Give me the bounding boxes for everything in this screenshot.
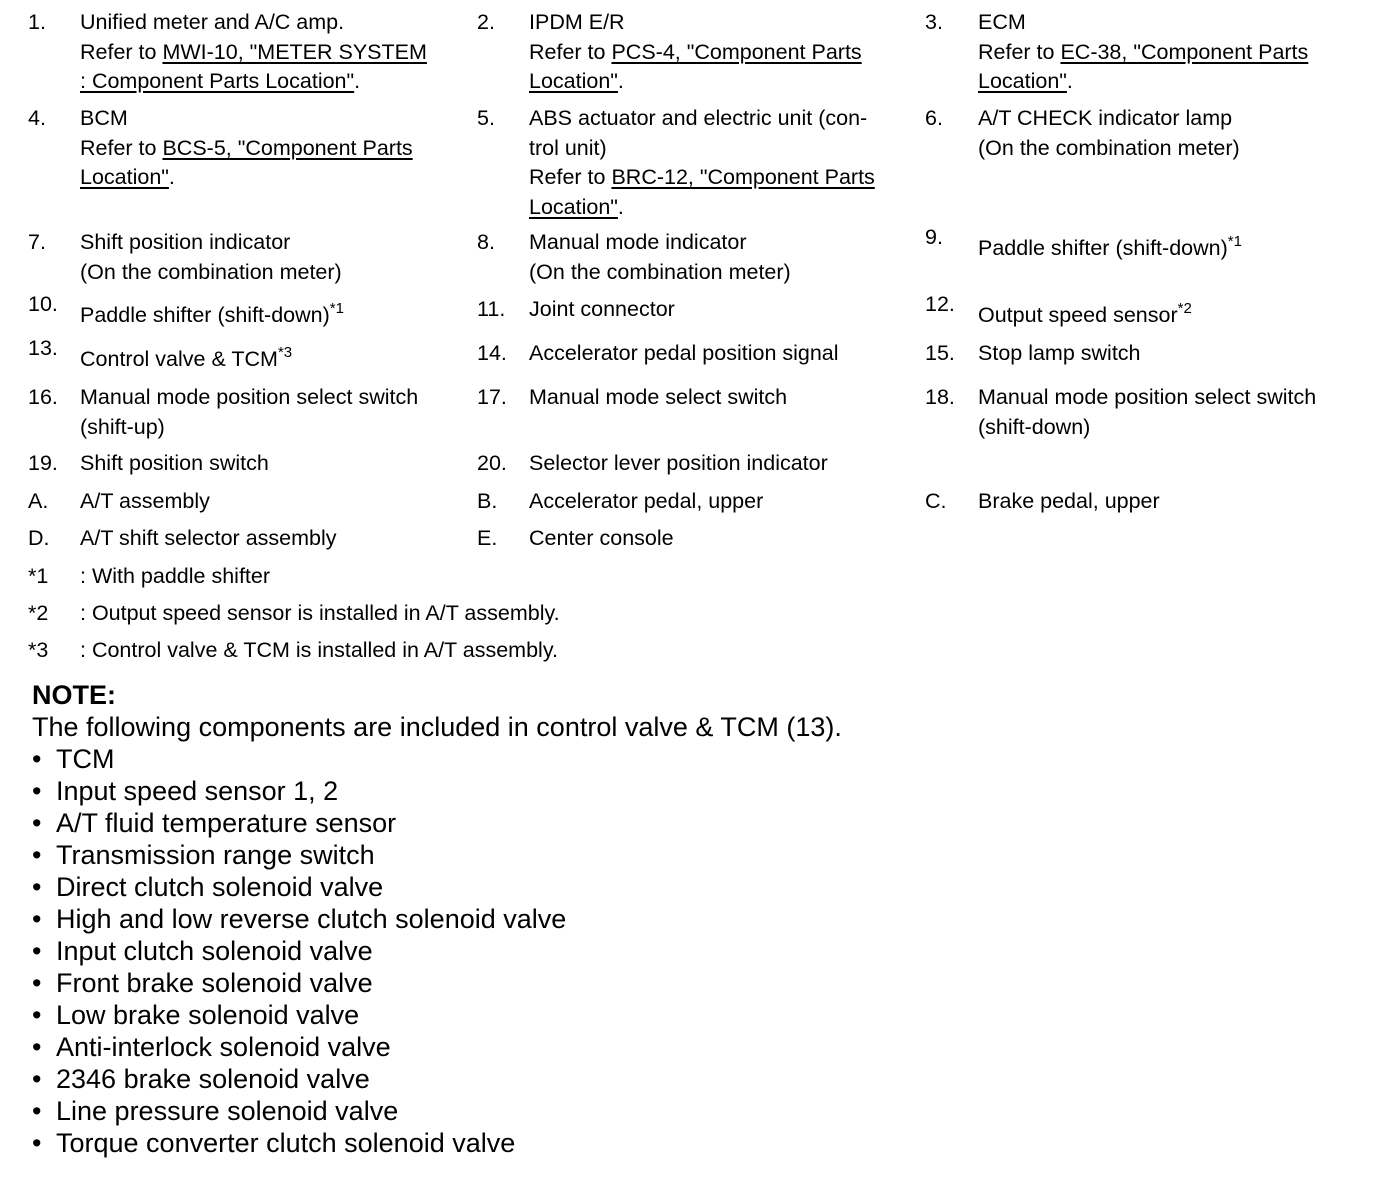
note-list-item [32,999,842,1031]
reference-link[interactable]: Location" [529,194,618,219]
legend-item-text: (On the combination meter) [978,135,1240,160]
legend-item-line [80,228,342,258]
legend-item-line [529,8,862,38]
reference-link[interactable]: BCS-5, "Component Parts [162,135,413,160]
legend-item-number: 11. [477,297,506,321]
note-list-item [32,775,842,807]
reference-link[interactable]: MWI-10, "METER SYSTEM [162,39,427,64]
legend-item-number: B. [477,489,498,513]
legend-item-line [80,134,413,164]
legend-item-text: Selector lever position indicator [529,451,828,475]
legend-item-text: A/T shift selector assembly [80,526,337,550]
legend-item-text: Manual mode indicator [529,230,747,254]
legend-item-line [529,339,839,369]
legend-item-description [80,104,413,193]
legend-item-text: (shift-down) [978,414,1091,439]
legend-item-text: Accelerator pedal position signal [529,341,839,365]
note-list-item-text: Low brake solenoid valve [56,1000,360,1030]
legend-item-line [529,449,828,479]
legend-item-line [529,38,862,68]
legend-item-line [80,339,292,375]
legend-item-text: Manual mode position select switch [978,385,1317,409]
legend-item-line [80,487,210,517]
legend-item-number: 9. [925,225,943,249]
legend-item-text: Refer to [529,39,612,64]
legend-item-description [529,104,875,222]
legend-item-punctuation: . [617,69,624,93]
legend-item-text: Output speed sensor [978,303,1178,327]
footnote-marker: *1 [1227,233,1242,250]
reference-link[interactable]: Location" [529,69,618,93]
reference-link[interactable]: PCS-4, "Component Parts [611,39,862,64]
legend-item-line [529,228,791,258]
legend-item-description [80,524,337,554]
bullet-icon: • [32,808,42,838]
note-list-item-text: High and low reverse clutch solenoid valve [56,904,567,934]
legend-item-text: Control valve & TCM [80,347,278,371]
bullet-icon: • [32,936,42,966]
bullet-icon: • [32,872,42,902]
legend-item-line [978,413,1316,443]
legend-item-description [80,8,427,97]
legend-item-line [80,38,427,68]
legend-item-line [978,104,1240,134]
note-list-item [32,743,842,775]
legend-item-line [978,295,1192,331]
legend-item-text: Unified meter and A/C amp. [80,10,345,34]
legend-item-number: D. [28,526,50,550]
footnote-text: : Output speed sensor is installed in A/T assembly. [80,601,560,625]
legend-item-description [80,295,344,331]
legend-item-text: IPDM E/R [529,10,625,34]
legend-item-number: 16. [28,385,58,409]
note-list-item [32,839,842,871]
bullet-icon: • [32,1128,42,1158]
bullet-icon: • [32,968,42,998]
legend-item-description [978,295,1192,331]
legend-item-description [80,487,210,517]
footnote-marker: *2 [1177,300,1192,317]
legend-item-description [529,339,839,369]
note-list-item [32,935,842,967]
legend-item-text: Refer to [80,39,163,64]
bullet-icon: • [32,904,42,934]
note-intro: The following components are included in control valve & TCM (13). [32,712,842,742]
legend-item-line [80,8,427,38]
legend-item-line [978,487,1160,517]
note-list-item-text: A/T fluid temperature sensor [56,808,397,838]
legend-item-description [80,383,418,442]
legend-item-punctuation: . [354,69,361,93]
legend-item-description [978,383,1316,442]
legend-item-line [529,67,862,97]
legend-item-line [80,449,269,479]
legend-item-text: (On the combination meter) [529,259,791,284]
legend-item-text: Manual mode select switch [529,385,788,409]
note-list-item-text: Input clutch solenoid valve [56,936,373,966]
legend-item-text: BCM [80,106,128,130]
footnote-marker: *1 [329,300,344,317]
legend-item-text: ECM [978,10,1026,34]
legend-item-description [529,449,828,479]
legend-item-text: trol unit) [529,135,607,160]
legend-item-description [80,339,292,375]
legend-item-description [978,104,1240,163]
bullet-icon: • [32,744,42,774]
note-list-item-text: Transmission range switch [56,840,375,870]
note-list-item [32,871,842,903]
legend-item-line [529,383,787,413]
legend-item-text: Refer to [978,39,1061,64]
legend-item-line [978,134,1240,164]
legend-item-line [80,104,413,134]
legend-item-punctuation: . [617,194,624,219]
legend-item-description [978,8,1308,97]
footnote-marker: *3 [277,344,293,361]
legend-item-text: A/T CHECK indicator lamp [978,106,1233,130]
legend-item-text: ABS actuator and electric unit (con- [529,106,868,130]
note-list-item-text: Direct clutch solenoid valve [56,872,384,902]
note-list-item-text: 2346 brake solenoid valve [56,1064,370,1094]
note-list-item-text: Front brake solenoid valve [56,968,373,998]
bullet-icon: • [32,1032,42,1062]
note-list-item [32,1095,842,1127]
legend-item-number: 12. [925,292,955,316]
legend-item-line [80,524,337,554]
legend-item-text: Center console [529,526,674,550]
legend-item-text: Paddle shifter (shift-down) [978,236,1228,260]
legend-item-description [529,295,675,325]
legend-item-line [978,67,1308,97]
legend-item-line [529,104,875,134]
reference-link[interactable]: Location" [80,165,169,189]
legend-item-number: 14. [477,341,507,365]
note-list-item-text: Torque converter clutch solenoid valve [56,1128,516,1158]
footnote-mark: *1 [28,564,49,588]
legend-item-description [529,524,674,554]
legend-item-text: Paddle shifter (shift-down) [80,303,330,327]
legend-item-description [978,487,1160,517]
legend-item-punctuation: . [1066,69,1073,93]
legend-item-number: 5. [477,106,495,130]
legend-item-text: (shift-up) [80,414,165,439]
legend-item-line [529,134,875,164]
legend-item-line [80,163,413,193]
legend-item-line [529,524,674,554]
legend-item-number: 7. [28,230,46,254]
legend-item-number: 18. [925,385,955,409]
legend-item-description [529,8,862,97]
note-list-item-text: Line pressure solenoid valve [56,1096,399,1126]
legend-item-line [80,67,427,97]
note-list-item-text: TCM [56,744,115,774]
legend-item-number: 10. [28,292,58,316]
legend-item-number: 3. [925,10,943,34]
legend-item-number: C. [925,489,947,513]
legend-item-description [978,339,1141,369]
note-list-item [32,967,842,999]
legend-item-number: 19. [28,451,58,475]
legend-item-number: 17. [477,385,507,409]
legend-item-number: A. [28,489,49,513]
legend-item-number: 20. [477,451,507,475]
note-list-item-text: Input speed sensor 1, 2 [56,776,339,806]
legend-item-line [80,383,418,413]
legend-item-description [80,449,269,479]
bullet-icon: • [32,1000,42,1030]
legend-item-line [978,383,1316,413]
legend-item-text: Brake pedal, upper [978,489,1160,513]
legend-item-line [529,487,763,517]
legend-item-text: Shift position switch [80,451,269,475]
reference-link[interactable]: BRC-12, "Component Parts [611,165,875,189]
legend-item-number: 4. [28,106,46,130]
legend-item-line [80,295,344,331]
legend-item-number: 8. [477,230,495,254]
bullet-icon: • [32,1096,42,1126]
legend-item-number: 1. [28,10,46,34]
footnote-text: : With paddle shifter [80,564,271,588]
legend-item-line [529,193,875,223]
bullet-icon: • [32,1064,42,1094]
reference-link[interactable]: EC-38, "Component Parts [1060,39,1309,64]
legend-item-punctuation: . [168,165,175,189]
legend-item-text: Refer to [529,165,612,189]
note-list-item [32,1031,842,1063]
legend-item-number: 15. [925,341,955,365]
legend-item-text: Accelerator pedal, upper [529,489,764,513]
legend-item-description [529,228,791,287]
note-list-item [32,903,842,935]
legend-item-text: Manual mode position select switch [80,385,419,409]
legend-item-description [529,383,787,413]
reference-link[interactable]: : Component Parts Location" [80,69,355,93]
legend-item-line [80,258,342,288]
footnote-mark: *2 [28,601,49,625]
bullet-icon: • [32,840,42,870]
note-list-item [32,1127,842,1159]
note-list-item [32,807,842,839]
legend-item-line [978,228,1242,264]
note-list-item-text: Anti-interlock solenoid valve [56,1032,391,1062]
note-block [32,679,842,1159]
note-component-list [32,743,842,1159]
footnote-mark: *3 [28,638,49,662]
legend-item-description [80,228,342,287]
reference-link[interactable]: Location" [978,69,1067,93]
legend-item-number: 13. [28,336,58,360]
legend-item-number: 2. [477,10,495,34]
legend-item-text: Joint connector [529,297,675,321]
note-title: NOTE: [32,680,116,710]
note-list-item [32,1063,842,1095]
bullet-icon: • [32,776,42,806]
legend-item-line [529,295,675,325]
legend-item-text: Refer to [80,135,163,160]
legend-item-text: A/T assembly [80,489,210,513]
legend-item-number: 6. [925,106,943,130]
legend-item-number: E. [477,526,498,550]
legend-item-line [80,413,418,443]
legend-item-text: Shift position indicator [80,230,291,254]
legend-item-description [529,487,763,517]
legend-item-text: Stop lamp switch [978,341,1141,365]
footnote-text: : Control valve & TCM is installed in A/T assembly. [80,638,558,662]
legend-item-text: (On the combination meter) [80,259,342,284]
legend-item-line [978,8,1308,38]
legend-item-line [529,258,791,288]
legend-item-line [529,163,875,193]
legend-item-line [978,339,1141,369]
legend-item-line [978,38,1308,68]
legend-item-description [978,228,1242,264]
